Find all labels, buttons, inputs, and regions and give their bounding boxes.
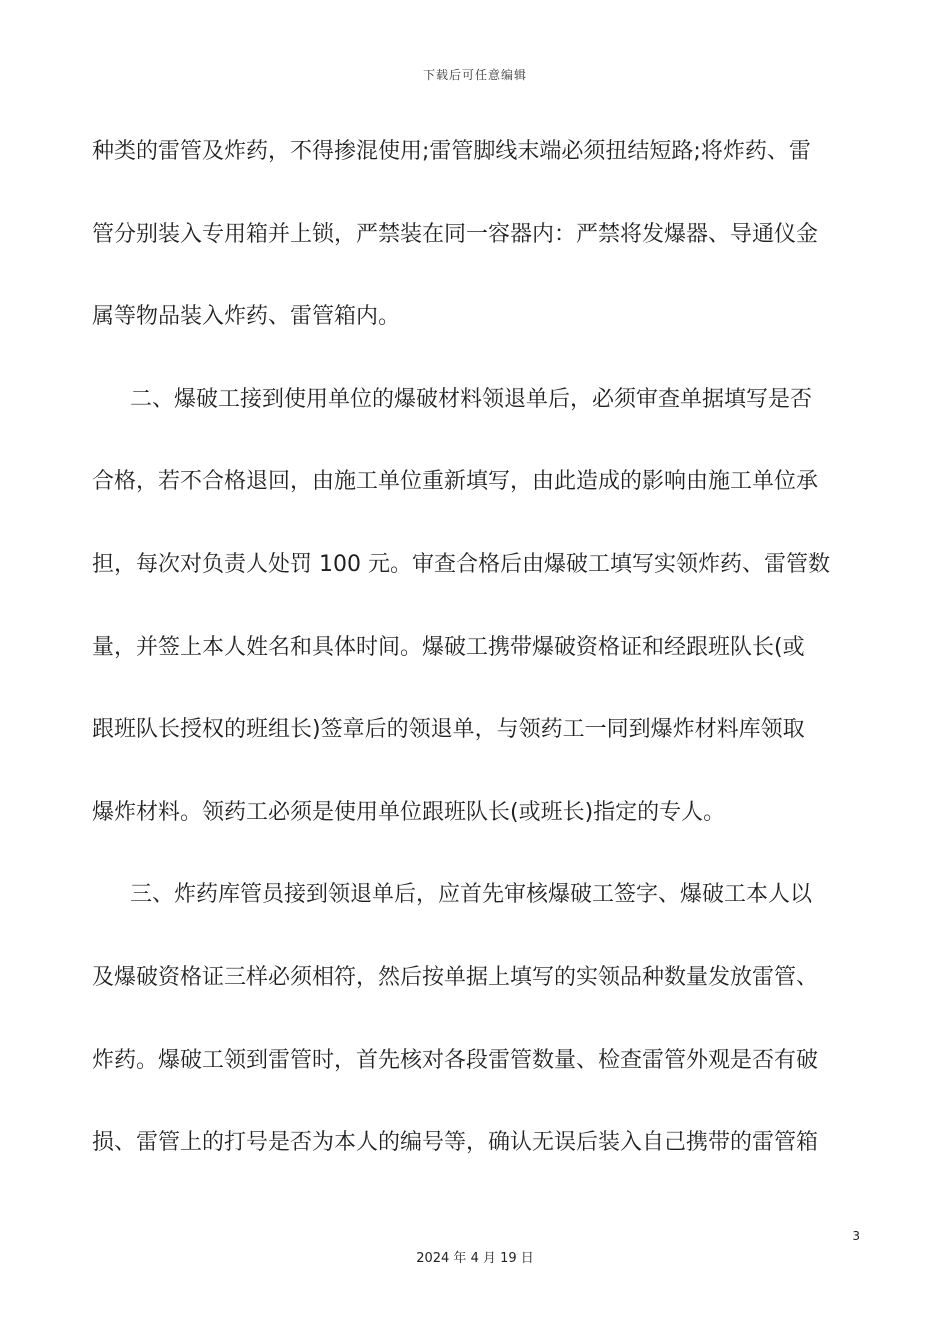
text-line: 种类的雷管及炸药，不得掺混使用;雷管脚线末端必须扭结短路;将炸药、雷: [92, 139, 811, 164]
page-number: 3: [852, 1229, 860, 1243]
page-header: 下载后可任意编辑: [422, 68, 527, 82]
text-line: 及爆破资格证三样必须相符，然后按单据上填写的实领品种数量发放雷管、: [92, 964, 819, 990]
footer-date: 2024 年 4 月 19 日: [416, 1251, 534, 1266]
text-line: 合格，若不合格退回，由施工单位重新填写，由此造成的影响由施工单位承: [92, 469, 819, 495]
text-line: 量，并签上本人姓名和具体时间。爆破工携带爆破资格证和经跟班队长(或: [92, 634, 805, 660]
text-line: 炸药。爆破工领到雷管时，首先核对各段雷管数量、检查雷管外观是否有破: [92, 1047, 819, 1073]
text-line: 管分别装入专用箱并上锁，严禁装在同一容器内：严禁将发爆器、导通仪金: [92, 221, 819, 247]
text-line: 损、雷管上的打号是否为本人的编号等，确认无误后装入自己携带的雷管箱: [92, 1130, 819, 1156]
text-line: 三、炸药库管员接到领退单后，应首先审核爆破工签字、爆破工本人以: [130, 882, 813, 908]
text-line: 担，每次对负责人处罚 100 元。审查合格后由爆破工填写实领炸药、雷管数: [92, 551, 830, 577]
document-body: [92, 126, 862, 1200]
text-line: 属等物品装入炸药、雷管箱内。: [92, 304, 401, 330]
text-line: 爆炸材料。领药工必须是使用单位跟班队长(或班长)指定的专人。: [92, 799, 726, 825]
text-line: 跟班队长授权的班组长)签章后的领退单，与领药工一同到爆炸材料库领取: [92, 717, 805, 743]
text-line: 二、爆破工接到使用单位的爆破材料领退单后，必须审查单据填写是否: [130, 386, 813, 412]
